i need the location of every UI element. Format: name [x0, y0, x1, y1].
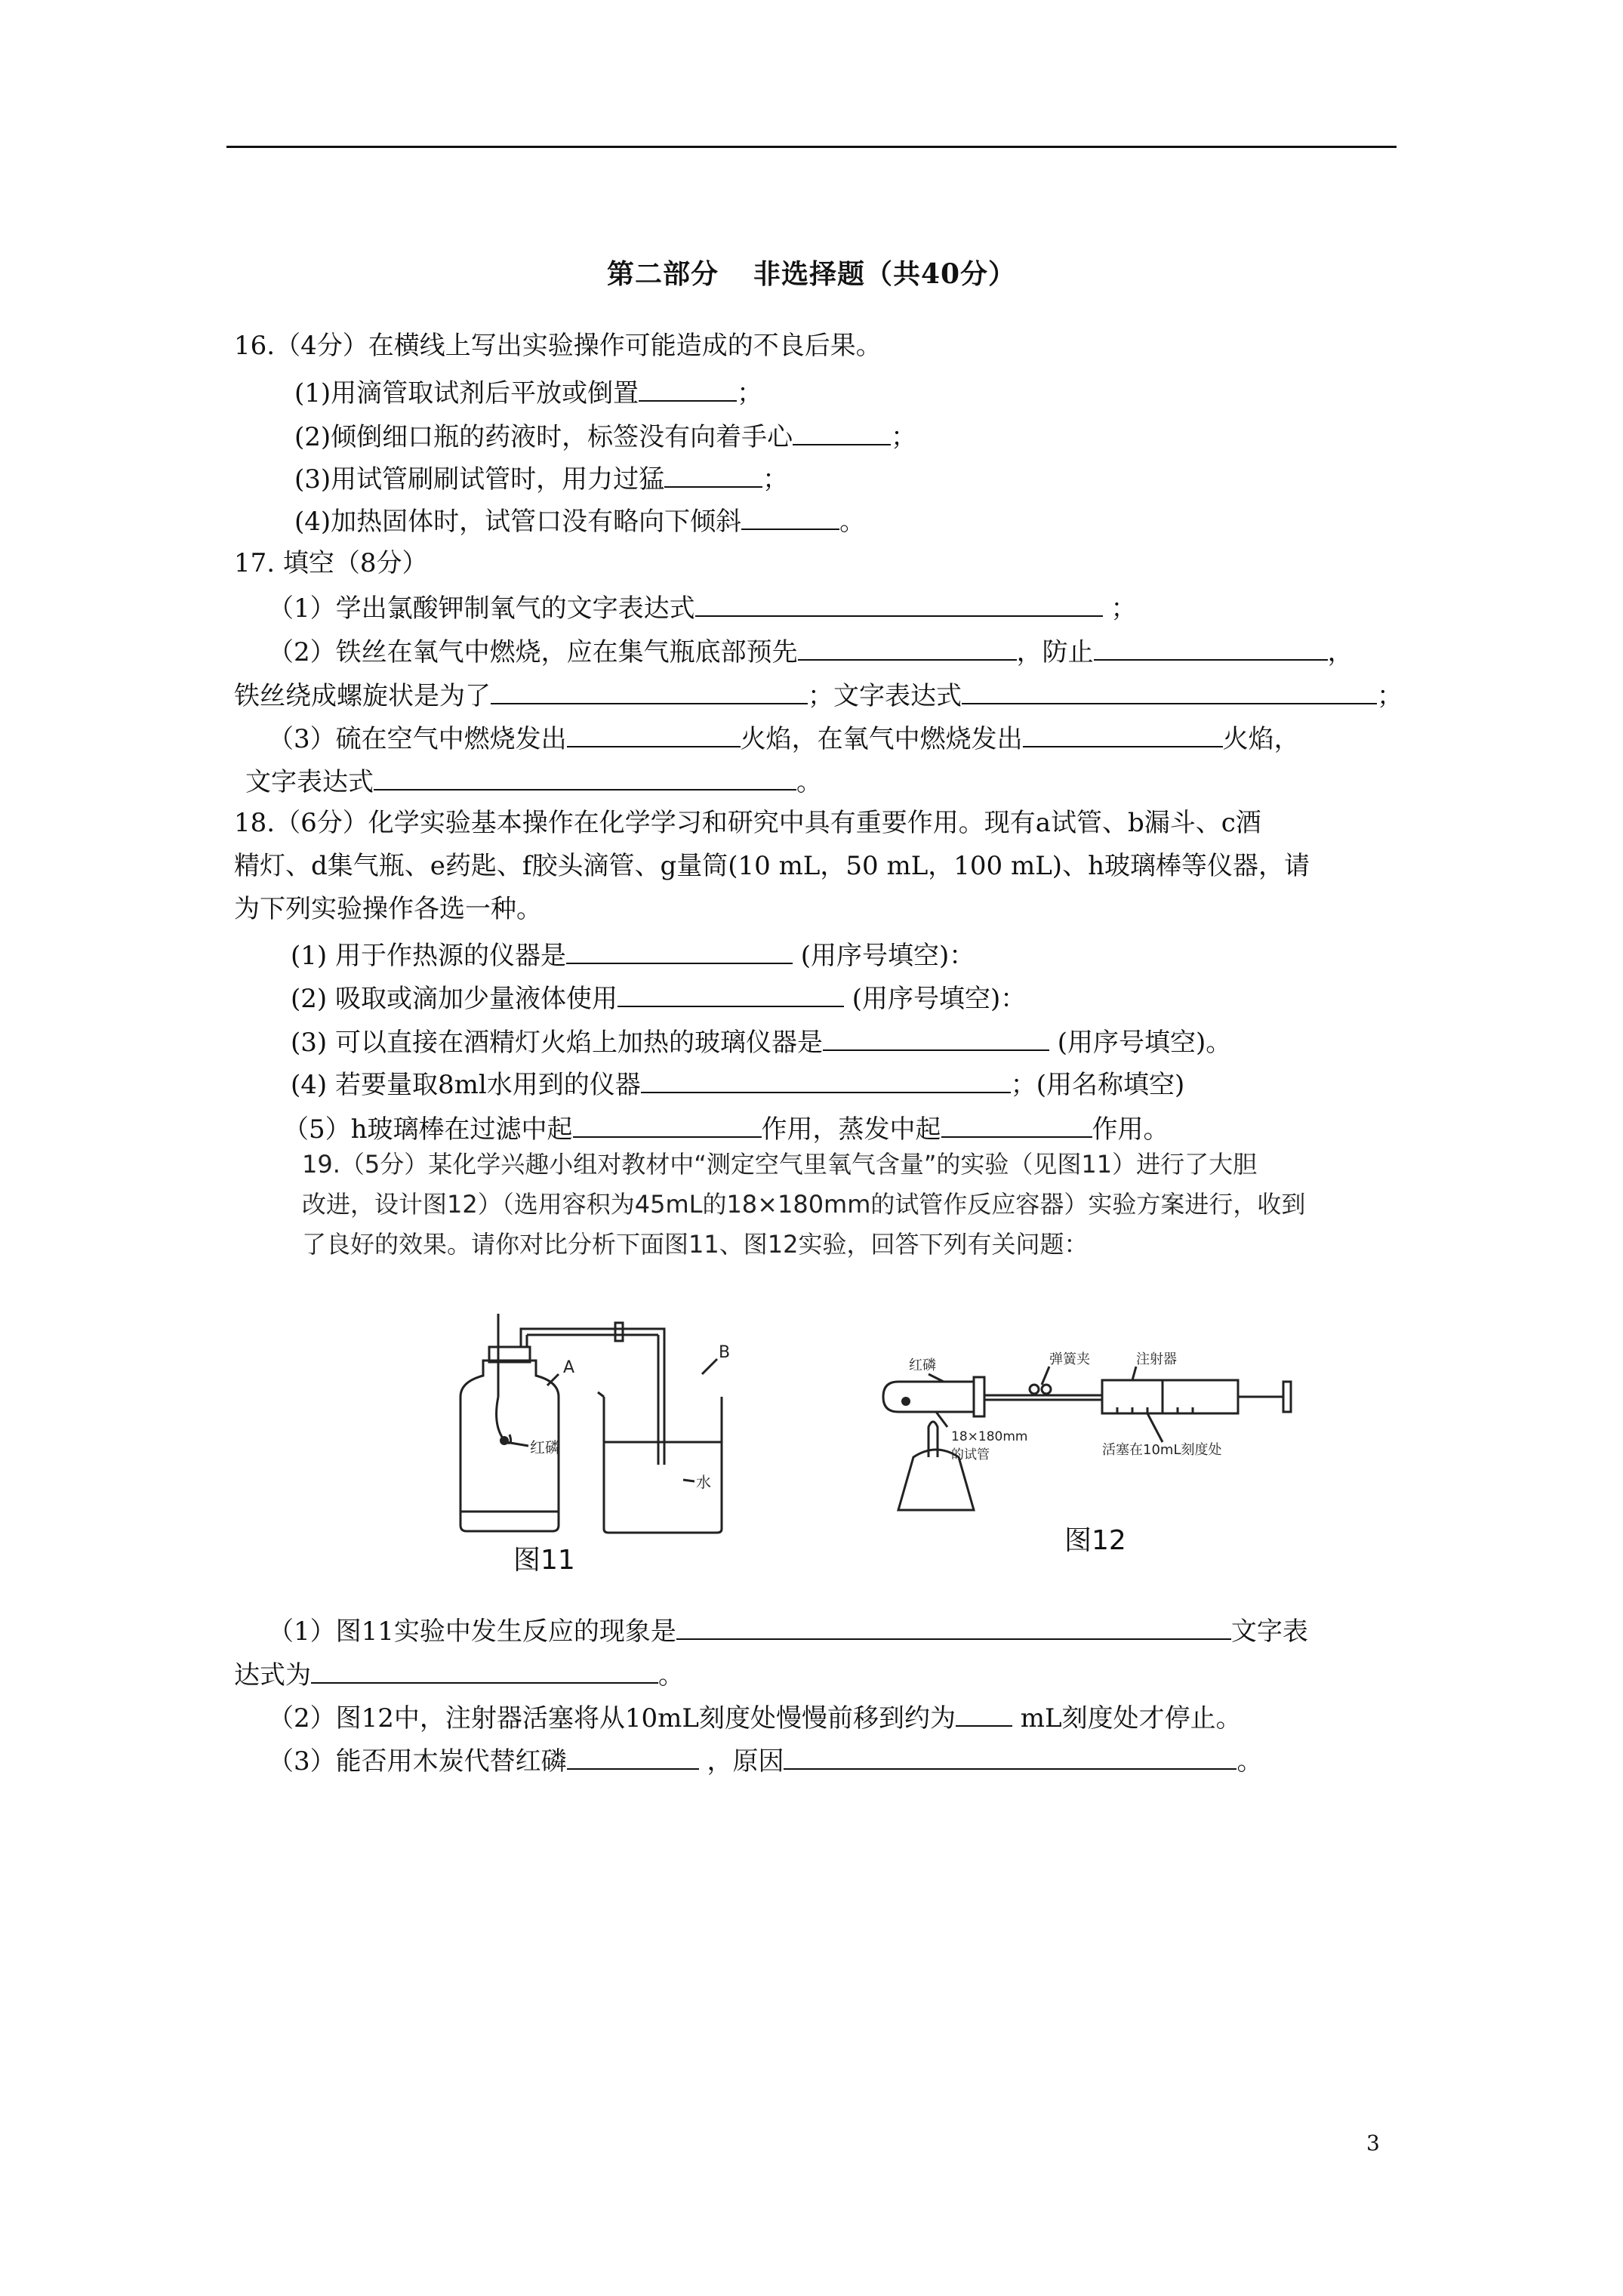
q18-blank-5[interactable]	[573, 1114, 762, 1138]
section-part: 第二部分	[606, 258, 719, 290]
q19-blank-4[interactable]	[567, 1746, 699, 1770]
q16-item-3: (3)用试管刷刷试管时，用力过猛 ；	[294, 464, 789, 495]
q18-blank-2[interactable]	[617, 983, 844, 1007]
q17-blank-6[interactable]	[567, 723, 741, 747]
q17-stem: 17. 填空（8分）	[234, 548, 428, 578]
q19-answer-2: （2）图12中，注射器活塞将从10mL刻度处慢慢前移到约为 mL刻度处才停止。	[268, 1703, 1242, 1734]
q17-part-3: （3）硫在空气中燃烧发出 火焰，在氧气中燃烧发出 火焰，	[268, 724, 1300, 754]
q16-blank-1[interactable]	[639, 378, 737, 402]
q18-item-2: (2) 吸取或滴加少量液体使用 (用序号填空)：	[291, 984, 1027, 1014]
q16-blank-4[interactable]	[741, 506, 839, 530]
q17-blank-7[interactable]	[1023, 723, 1223, 747]
q19-blank-1[interactable]	[676, 1616, 1231, 1640]
q19-answer-1b: 达式为 。	[234, 1660, 684, 1690]
q17-blank-3[interactable]	[1094, 636, 1328, 661]
q19-stem-2: 改进，设计图12）（选用容积为45mL的18×180mm的试管作反应容器）实验方案进行，收到	[302, 1190, 1306, 1219]
fig12-label-piston: 活塞在10mL刻度处	[1102, 1442, 1222, 1458]
q17-blank-5[interactable]	[962, 680, 1377, 704]
q18-item-4: (4) 若要量取8ml水用到的仪器 ；(用名称填空)	[291, 1070, 1185, 1100]
q16-item-2: (2)倾倒细口瓶的药液时，标签没有向着手心 ；	[294, 422, 917, 452]
fig12-label-tube: 的试管	[951, 1447, 990, 1462]
fig11-label-water: 水	[696, 1473, 711, 1491]
q17-part-2: （2）铁丝在氧气中燃烧，应在集气瓶底部预先 ，防止 ，	[268, 637, 1354, 667]
q16-item-4: (4)加热固体时，试管口没有略向下倾斜 。	[294, 507, 866, 537]
q18-stem-2: 精灯、d集气瓶、e药匙、f胶头滴管、g量筒(10 mL，50 mL，100 mL)、h玻璃棒等仪器，请	[234, 851, 1310, 881]
q18-blank-4[interactable]	[641, 1069, 1011, 1093]
fig12-label-clamp: 弹簧夹	[1049, 1351, 1090, 1367]
q17-part-3b: 文字表达式 。	[245, 767, 822, 797]
q16-blank-2[interactable]	[793, 421, 891, 445]
fig12-label-syringe: 注射器	[1136, 1351, 1177, 1367]
q18-blank-1[interactable]	[566, 940, 793, 964]
q18-item-5: （5）h玻璃棒在过滤中起 作用，蒸发中起 作用。	[283, 1114, 1169, 1145]
q19-blank-2[interactable]	[311, 1660, 658, 1684]
fig11-label-phosphorus: 红磷	[530, 1438, 560, 1456]
q19-answer-3: （3）能否用木炭代替红磷 ，原因 。	[268, 1746, 1263, 1777]
q19-blank-3[interactable]	[956, 1703, 1012, 1727]
section-heading: 非选择题（共40分）	[753, 258, 1017, 290]
figure-12-caption: 图12	[1064, 1525, 1126, 1556]
q19-answer-1: （1）图11实验中发生反应的现象是 文字表	[268, 1616, 1308, 1647]
fig12-label-phosphorus: 红磷	[909, 1358, 936, 1373]
q17-blank-1[interactable]	[695, 593, 1103, 617]
q17-blank-8[interactable]	[374, 766, 796, 791]
q18-stem-1: 18.（6分）化学实验基本操作在化学学习和研究中具有重要作用。现有a试管、b漏斗、c酒	[234, 808, 1261, 838]
q18-item-1: (1) 用于作热源的仪器是 (用序号填空)：	[291, 941, 975, 971]
q16-stem: 16.（4分）在横线上写出实验操作可能造成的不良后果。	[234, 331, 882, 361]
q19-stem-1: 19.（5分）某化学兴趣小组对教材中“测定空气里氧气含量”的实验（见图11）进行了大胆	[302, 1150, 1258, 1179]
q17-part-1: （1）学出氯酸钾制氧气的文字表达式 ；	[268, 593, 1137, 624]
q16-item-1: (1)用滴管取试剂后平放或倒置 ；	[294, 378, 763, 408]
fig11-label-b: B	[719, 1343, 731, 1362]
fig12-label-tube-size: 18×180mm	[951, 1429, 1028, 1444]
figure-11-caption: 图11	[513, 1545, 575, 1576]
q17-blank-2[interactable]	[798, 636, 1017, 661]
page-number: 3	[1366, 2131, 1380, 2156]
q17-part-2b: 铁丝绕成螺旋状是为了 ；文字表达式 ；	[234, 681, 1403, 711]
section-title	[0, 253, 1623, 291]
q18-item-3: (3) 可以直接在酒精灯火焰上加热的玻璃仪器是 (用序号填空)。	[291, 1028, 1232, 1058]
q19-blank-5[interactable]	[784, 1746, 1236, 1770]
q18-blank-6[interactable]	[941, 1114, 1092, 1138]
header-rule	[226, 146, 1397, 148]
q19-stem-3: 了良好的效果。请你对比分析下面图11、图12实验，回答下列有关问题：	[302, 1230, 1089, 1259]
q18-stem-3: 为下列实验操作各选一种。	[234, 894, 542, 924]
figure-12-apparatus	[876, 1351, 1298, 1518]
q16-blank-3[interactable]	[664, 464, 762, 488]
q17-blank-4[interactable]	[491, 680, 808, 704]
fig11-label-a: A	[563, 1358, 575, 1377]
q18-blank-3[interactable]	[823, 1027, 1049, 1051]
figure-11-apparatus	[423, 1314, 740, 1540]
